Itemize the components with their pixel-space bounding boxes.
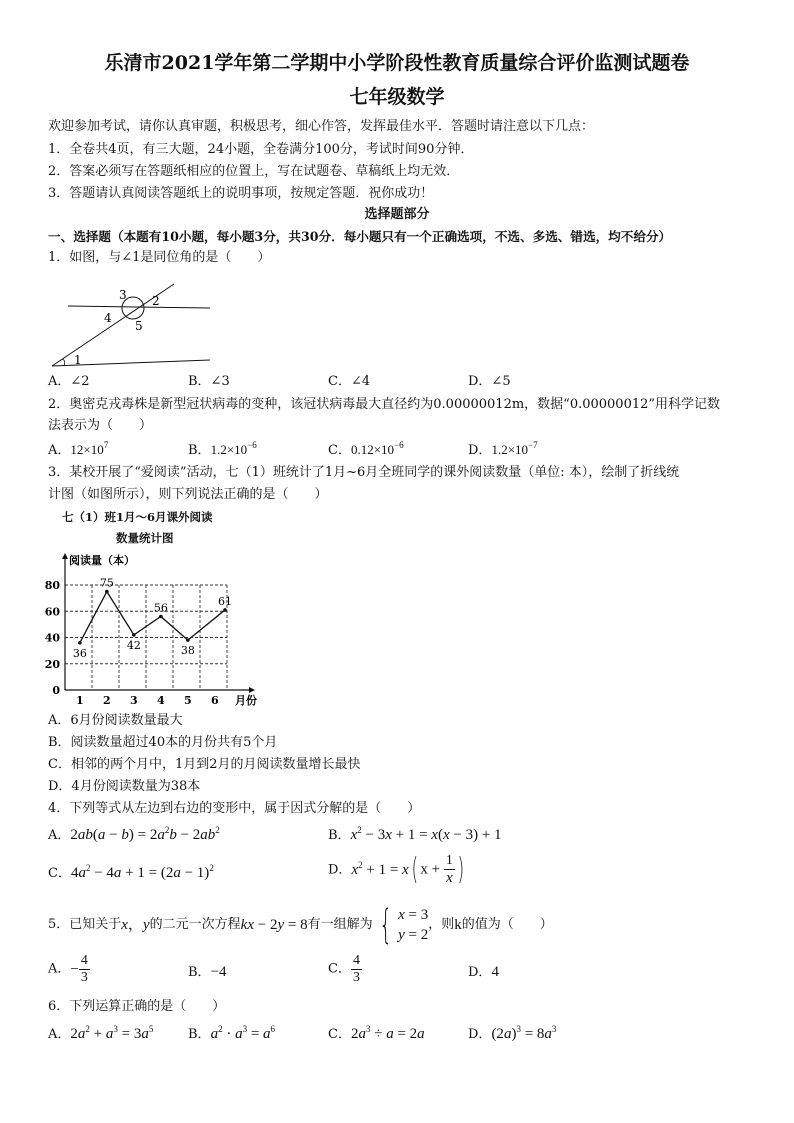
q2-option-a: A．$12\times 10^7$ — [48, 440, 109, 458]
q1-label-4: 4 — [104, 311, 112, 325]
chart-x-axis-label: 月份 — [235, 694, 257, 707]
chart-x-tick-label: 2 — [103, 694, 111, 707]
reading-line-chart — [30, 550, 280, 710]
q1-angle1-arc — [62, 359, 65, 366]
chart-point — [186, 638, 190, 642]
q6-option-b: B．$a^2 \cdot a^3 = a^6$ — [188, 1024, 276, 1042]
q3-stem-line2: 计图（如图所示），则下列说法正确的是（ ） — [48, 487, 328, 502]
chart-x-tick-label: 6 — [211, 694, 219, 707]
chart-data-label: 75 — [99, 576, 114, 590]
q6-stem: 6．下列运算正确的是（ ） — [48, 999, 226, 1014]
chart-data-label: 56 — [153, 601, 168, 615]
chart-title: 七（1）班1月～6月课外阅读 — [62, 510, 213, 524]
q5-option-b: B．−4 — [188, 964, 227, 980]
chart-point — [105, 590, 109, 594]
chart-data-label: 38 — [180, 644, 195, 658]
q6-option-d: D．$(2a)^3 = 8a^3$ — [468, 1024, 557, 1042]
q1-label-1: 1 — [74, 353, 82, 367]
q1-figure — [44, 280, 224, 372]
q3-stem-line1: 3．某校开展了“爱阅读”活动，七（1）班统计了1月~6月全班同学的课外阅读数量（单位: 本），绘制了折线统 — [48, 465, 680, 480]
notice-intro: 欢迎参加考试，请你认真审题，积极思考，细心作答，发挥最佳水平．答题时请注意以下几点： — [48, 119, 595, 134]
q1-label-2: 2 — [152, 294, 160, 308]
chart-y-tick-label: 20 — [44, 657, 60, 671]
chart-y-tick-label: 40 — [44, 631, 60, 645]
chart-point — [132, 633, 136, 637]
q1-option-c: C．∠4 — [328, 374, 371, 389]
q3-option-d: D．4月份阅读数量为38本 — [48, 779, 201, 794]
chart-y-tick-label: 0 — [52, 684, 60, 697]
notice-item-2: 2．答案必须写在答题纸相应的位置上，写在试题卷、草稿纸上均无效． — [48, 164, 460, 179]
chart-y-tick-label: 60 — [44, 605, 60, 619]
q4-option-d: D．$x^2 + 1 = x$( x + $\frac{1}{x}$ ) — [328, 852, 464, 887]
chart-x-tick-label: 4 — [157, 694, 165, 707]
chart-point — [223, 608, 227, 612]
q5-option-d: D．4 — [468, 964, 499, 980]
q2-option-c: C．$0.12\times 10^{-6}$ — [328, 440, 404, 458]
chart-data-label: 61 — [218, 594, 232, 608]
exam-title: 乐清市2021学年第二学期中小学阶段性教育质量综合评价监测试题卷 — [104, 52, 690, 74]
q1-label-5: 5 — [135, 319, 143, 333]
q1-option-b: B．∠3 — [188, 374, 230, 389]
q4-option-a: A．$2ab(a - b) = 2a^2b - 2ab^2$ — [48, 825, 220, 843]
section-heading: 一、选择题（本题有10小题，每小题3分，共30分．每小题只有一个正确选项，不选、多选、错选，均不给分） — [48, 229, 672, 244]
chart-series-line — [80, 592, 225, 643]
q3-option-c: C．相邻的两个月中，1月到2月的月阅读数量增长最快 — [48, 757, 361, 772]
exam-subtitle: 七年级数学 — [349, 86, 445, 108]
q6-option-a: A．$2a^2 + a^3 = 3a^5$ — [48, 1024, 154, 1042]
chart-x-tick-label: 1 — [76, 694, 84, 707]
q5-option-c: C． $\frac{4}{3}$ — [328, 953, 360, 985]
chart-x-tick-label: 3 — [130, 694, 138, 707]
chart-data-label: 36 — [72, 646, 87, 660]
q4-stem: 4．下列等式从左边到右边的变形中，属于因式分解的是（ ） — [48, 801, 421, 816]
chart-subtitle: 数量统计图 — [116, 531, 174, 545]
notice-item-3: 3．答题请认真阅读答题纸上的说明事项，按规定答题．祝你成功！ — [48, 186, 434, 201]
chart-y-tick-label: 80 — [44, 579, 60, 592]
notice-item-1: 1．全卷共4页，有三大题，24小题，全卷满分100分，考试时间90分钟． — [48, 142, 474, 157]
q4-option-b: B．$x^2 - 3x + 1 = x(x - 3) + 1$ — [328, 825, 502, 843]
q5-stem: 5．已知关于x，y的二元一次方程kx − 2y = 8有一组解为 { x = 3 y = 2 ，则k的值为（ ） — [48, 902, 553, 948]
chart-x-axis-arrow — [249, 687, 255, 693]
q2-stem-line2: 法表示为（ ） — [48, 418, 153, 433]
chart-x-tick-label: 5 — [184, 694, 192, 707]
q1-option-a: A．∠2 — [48, 374, 90, 389]
q1-option-d: D．∠5 — [468, 374, 511, 389]
q2-option-d: D．$1.2\times 10^{-7}$ — [468, 440, 538, 458]
chart-point — [78, 641, 82, 645]
q2-stem-line1: 2．奥密克戎毒株是新型冠状病毒的变种，该冠状病毒最大直径约为0.00000012m，数据“0.00000012”用科学记数 — [48, 397, 721, 412]
chart-y-axis-label: 阅读量（本） — [69, 554, 135, 567]
section-title: 选择题部分 — [364, 207, 430, 222]
q5-option-a: A．− $\frac{4}{3}$ — [48, 953, 88, 985]
chart-data-label: 42 — [126, 638, 141, 652]
chart-y-axis-arrow — [62, 553, 68, 559]
q6-option-c: C．$2a^3 \div a = 2a$ — [328, 1024, 425, 1042]
q4-option-c: C．$4a^2 - 4a + 1 = (2a - 1)^2$ — [48, 863, 214, 881]
q3-option-b: B．阅读数量超过40本的月份共有5个月 — [48, 735, 278, 750]
chart-point — [159, 615, 163, 619]
q3-option-a: A．6月份阅读数量最大 — [48, 713, 183, 728]
q1-stem: 1．如图，与∠1是同位角的是（ ） — [48, 250, 271, 265]
q1-label-3: 3 — [119, 288, 127, 302]
q2-option-b: B．$1.2\times 10^{-6}$ — [188, 440, 257, 458]
